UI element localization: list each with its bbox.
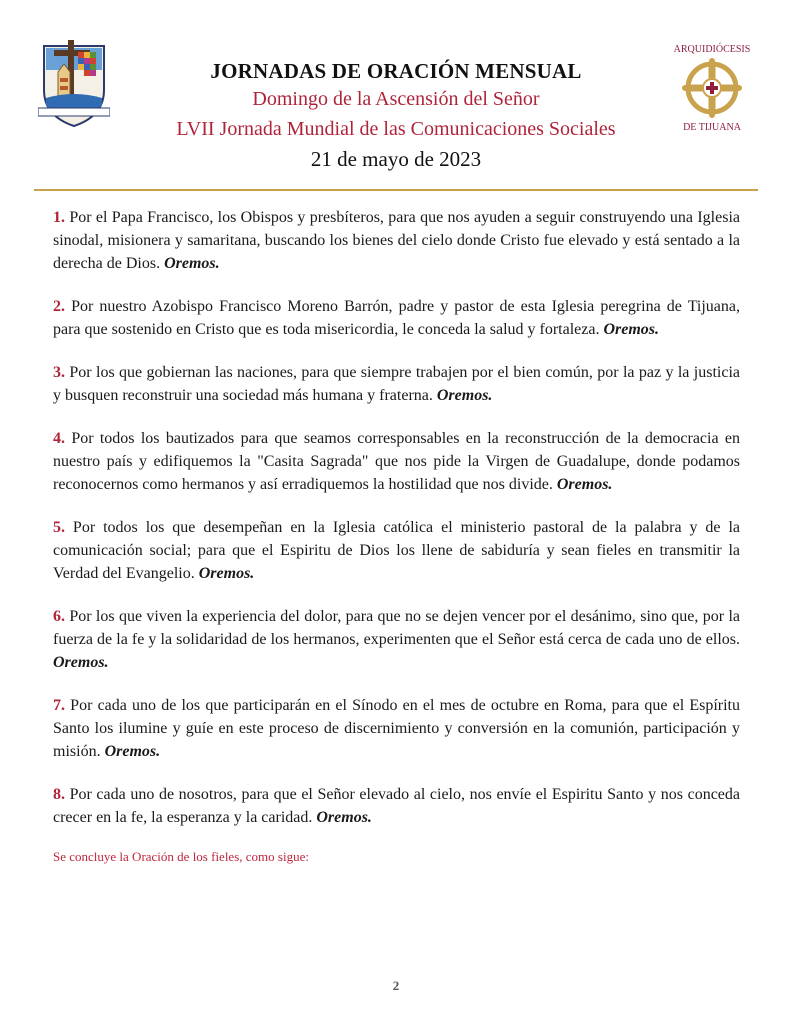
- petition-response: Oremos.: [316, 809, 372, 826]
- petition-text: Por cada uno de los que participarán en el Sínodo en el mes de octubre en Roma, para que el Espíritu Santo los ilumine y guíe en este proceso de discernimiento y conversión en la comunión, participación y misión.: [53, 697, 740, 760]
- petition-text: Por cada uno de nosotros, para que el Señor elevado al cielo, nos envíe el Espiritu Santo y nos conceda crecer en la fe, la esperanza y la caridad.: [53, 786, 740, 826]
- petition-item: [53, 206, 740, 275]
- petition-response: Oremos.: [53, 654, 109, 671]
- petition-item: [53, 783, 740, 829]
- svg-text:DE TIJUANA: DE TIJUANA: [683, 122, 741, 133]
- petition-response: Oremos.: [603, 321, 660, 338]
- petition-text: Por todos los que desempeñan en la Iglesia católica el ministerio pastoral de la palabra y de la comunicación social; para que el Espiritu de Dios los llene de sabiduría y sean fieles en transmitir la Verdad del Evangelio.: [53, 519, 740, 582]
- petition-text: Por los que viven la experiencia del dolor, para que no se dejen vencer por el desánimo, sino que, por la fuerza de la fe y la solidaridad de los hermanos, experimenten que el Señor está cerca de cada uno de ellos.: [53, 608, 740, 648]
- liturgy-subtitle: Domingo de la Ascensión del Señor: [252, 88, 540, 110]
- petition-response: Oremos.: [164, 255, 220, 272]
- petition-response: Oremos.: [556, 476, 613, 493]
- cathedral-crest-icon: [38, 38, 110, 130]
- petition-response: Oremos.: [104, 743, 161, 760]
- title-block: [130, 58, 662, 174]
- header-divider: [34, 189, 758, 191]
- petition-text: Por nuestro Azobispo Francisco Moreno Barrón, padre y pastor de esta Iglesia peregrina de Tijuana, para que sostenido en Cristo que es toda misericordia, le conceda la salud y fortaleza.: [53, 298, 740, 338]
- petition-number: 2.: [53, 298, 65, 315]
- page-header: [0, 0, 792, 195]
- petition-item: [53, 516, 740, 585]
- petition-text: Por el Papa Francisco, los Obispos y presbíteros, para que nos ayuden a seguir construyendo una Iglesia sinodal, misionera y samaritana, buscando los bienes del cielo donde Cristo fue elevado y está sentado a la derecha de Dios.: [53, 209, 740, 272]
- petition-number: 5.: [53, 519, 65, 536]
- event-subtitle: LVII Jornada Mundial de las Comunicaciones Sociales: [176, 118, 616, 140]
- petition-item: [53, 605, 740, 674]
- closing-note: Se concluye la Oración de los fieles, como sigue:: [53, 849, 309, 864]
- petition-item: [53, 427, 740, 496]
- petition-item: [53, 361, 740, 407]
- petition-item: [53, 295, 740, 341]
- petition-number: 7.: [53, 697, 65, 714]
- page-date: 21 de mayo de 2023: [310, 147, 482, 171]
- petition-number: 4.: [53, 430, 65, 447]
- petition-number: 6.: [53, 608, 65, 625]
- petition-response: Oremos.: [198, 565, 255, 582]
- svg-text:ARQUIDIÓCESIS: ARQUIDIÓCESIS: [673, 44, 751, 55]
- petition-text: Por todos los bautizados para que seamos corresponsables en la reconstrucción de la democracia en nuestro país y edifiquemos la "Casita Sagrada" que nos pide la Virgen de Guadalupe, donde podamos reconocernos como hermanos y así erradiquemos la hostilidad que nos divide.: [53, 430, 740, 493]
- petition-text: Por los que gobiernan las naciones, para que siempre trabajen por el bien común, por la paz y la justicia y busquen reconstruir una sociedad más humana y fraterna.: [53, 364, 740, 404]
- petition-number: 3.: [53, 364, 65, 381]
- petitions-list: [53, 206, 740, 865]
- archdiocese-seal-icon: [666, 42, 758, 134]
- page-number: 2: [392, 978, 400, 993]
- petition-response: Oremos.: [436, 387, 493, 404]
- petition-number: 8.: [53, 786, 65, 803]
- page-title: JORNADAS DE ORACIÓN MENSUAL: [210, 59, 582, 83]
- petition-item: [53, 694, 740, 763]
- petition-number: 1.: [53, 209, 65, 226]
